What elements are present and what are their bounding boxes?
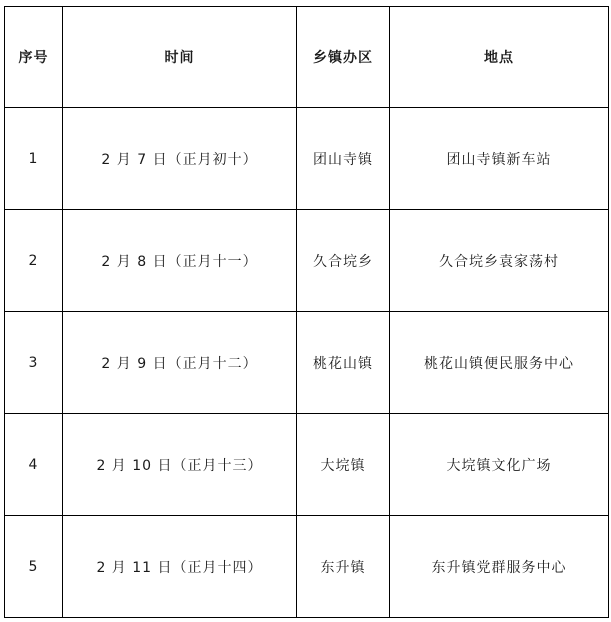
header-time: 时间 <box>63 7 297 108</box>
table-row <box>5 516 609 618</box>
cell-time: 2 月 8 日（正月十一） <box>63 210 297 312</box>
cell-time: 2 月 11 日（正月十四） <box>63 516 297 618</box>
cell-town: 团山寺镇 <box>297 108 390 210</box>
cell-place: 东升镇党群服务中心 <box>390 516 609 618</box>
cell-place: 桃花山镇便民服务中心 <box>390 312 609 414</box>
schedule-table <box>4 6 609 618</box>
cell-no: 3 <box>5 312 63 414</box>
header-place: 地点 <box>390 7 609 108</box>
cell-no: 2 <box>5 210 63 312</box>
cell-town: 大垸镇 <box>297 414 390 516</box>
table-row <box>5 312 609 414</box>
table-row <box>5 414 609 516</box>
cell-town: 桃花山镇 <box>297 312 390 414</box>
header-row <box>5 7 609 108</box>
cell-town: 东升镇 <box>297 516 390 618</box>
header-no: 序号 <box>5 7 63 108</box>
cell-town: 久合垸乡 <box>297 210 390 312</box>
cell-time: 2 月 10 日（正月十三） <box>63 414 297 516</box>
cell-place: 久合垸乡袁家荡村 <box>390 210 609 312</box>
cell-time: 2 月 7 日（正月初十） <box>63 108 297 210</box>
table-row <box>5 210 609 312</box>
cell-time: 2 月 9 日（正月十二） <box>63 312 297 414</box>
table-row <box>5 108 609 210</box>
cell-no: 4 <box>5 414 63 516</box>
header-town: 乡镇办区 <box>297 7 390 108</box>
cell-no: 1 <box>5 108 63 210</box>
cell-place: 大垸镇文化广场 <box>390 414 609 516</box>
cell-no: 5 <box>5 516 63 618</box>
cell-place: 团山寺镇新车站 <box>390 108 609 210</box>
